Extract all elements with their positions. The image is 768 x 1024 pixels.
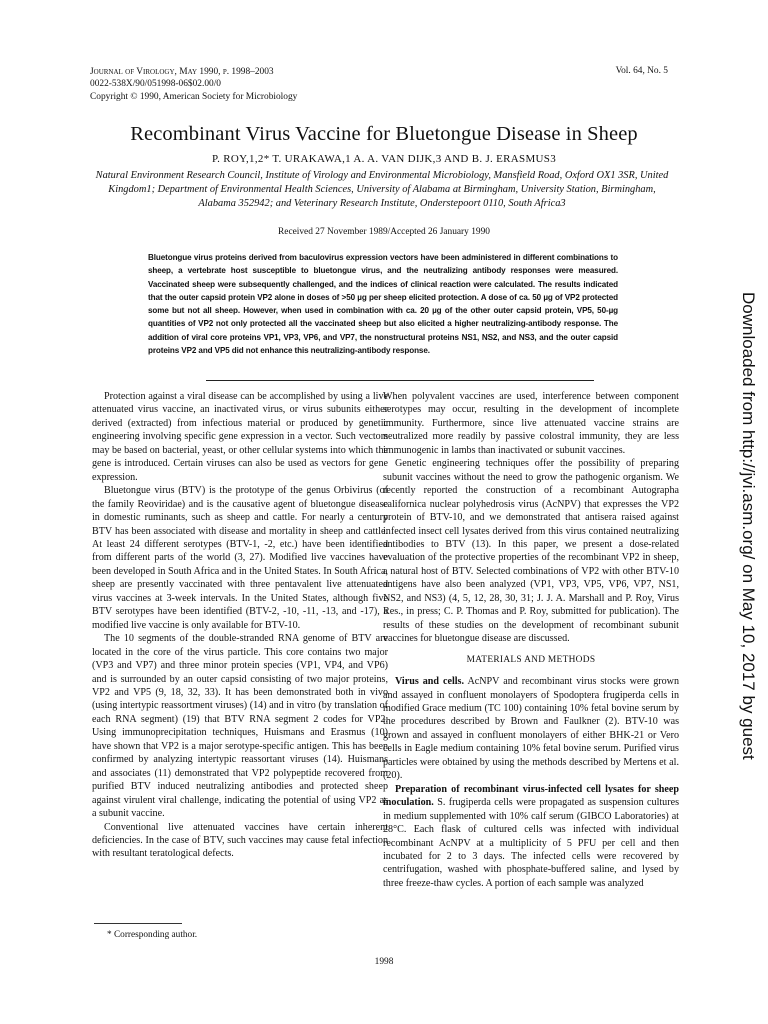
footnote: * Corresponding author. [107,930,198,940]
journal-citation: Journal of Virology, May 1990, p. 1998–2003 [90,67,274,77]
body-paragraph: Genetic engineering techniques offer the possibility of preparing subunit vaccines without the need to grow the pathogenic organism. We recently reported the construction of a recombinant Autographa californica nuclear polyhedrosis virus (AcNPV) that expresses the VP2 protein of BTV-10, and we demonstrated that antisera raised against infected insect cell lysates derived from this virus contained neutralizing antibodies to BTV (13). In this paper, we present a dose-related evaluation of the protective properties of the recombinant VP2 in sheep, a natural host of BTV. Selected combinations of VP2 with other BTV-10 antigens have also been analyzed (VP1, VP3, VP5, VP6, VP7, NS1, NS2, and NS3) (4, 5, 12, 28, 30, 31; J. J. A. Marshall and P. Roy, Virus Res., in press; C. P. Thomas and P. Roy, submitted for publication). The results of these studies on the development of recombinant subunit vaccines for bluetongue disease are discussed. [383,458,679,645]
paragraph-text: AcNPV and recombinant virus stocks were grown and assayed in confluent monolayers of Spodoptera frugiperda cells in modified Grace medium (TC 100) containing 10% fetal bovine serum by the procedures described by Brown and Faulkner (2). BTV-10 was grown and assayed in confluent monolayers of either BHK-21 or Vero cells in Eagle medium containing 10% fetal bovine serum. Purified virus particles were obtained by using the methods described by Mertens et al. (20). [383,676,679,782]
author-list: P. ROY,1,2* T. URAKAWA,1 A. A. VAN DIJK,3 AND B. J. ERASMUS3 [211,153,557,165]
body-paragraph: Protection against a viral disease can be accomplished by using a live attenuated virus vaccine, an inactivated virus, or virus subunits either derived (extracted) from infectious material or produced by genetic engineering involving specific gene expression in a vector. Such vectors may be based on bacterial, yeast, or other cellular systems into which the gene is introduced. Certain viruses can also be used as vectors for gene expression. [92,391,388,483]
body-paragraph: Conventional live attenuated vaccines have certain inherent deficiencies. In the case of BTV, such vaccines may cause fetal infection with resultant teratological defects. [92,821,388,860]
abstract-divider [206,380,594,381]
footnote-divider [94,923,182,924]
article-code: 0022-538X/90/051998-06$02.00/0 [90,79,221,90]
paragraph-heading: Preparation of recombinant virus-infected cell lysates for sheep inoculation. [383,783,679,809]
body-paragraph [383,675,679,783]
section-heading: MATERIALS AND METHODS [466,654,596,665]
affiliations: Natural Environment Research Council, Institute of Virology and Environmental Microbiology, Mansfield Road, Oxford OX1 3SR, United Kingdom1; Department of Environmental Health Sciences, University of Alabama at Birmingham, University Station, Birmingham, Alabama 352942; and Veterinary Research Institute, Onderstepoort 0110, South Africa3 [95,170,669,209]
journal-header [90,66,297,103]
body-paragraph: Bluetongue virus (BTV) is the prototype of the genus Orbivirus (of the family Reoviridae) and is the causative agent of bluetongue disease in domestic ruminants, such as sheep and cattle. For nearly a century BTV has been associated with disease and mortality in sheep and cattle. At least 24 different serotypes (BTV-1, -2, etc.) have been identified from different parts of the world (3, 27). Modified live vaccines have been developed in South Africa and in the United States. In South Africa, sheep are presently vaccinated with three pentavalent live attenuated virus vaccines at 3-week intervals. In the United States, although five BTV serotypes have been identified (BTV-2, -10, -11, -13, and -17), a modified live vaccine is only available for BTV-10. [92,485,389,631]
abstract: Bluetongue virus proteins derived from baculovirus expression vectors have been administered in different combinations to sheep, a vertebrate host susceptible to bluetongue virus, and the neutralizing antibody responses were measured. Vaccinated sheep were subsequently challenged, and the indices of clinical reaction were calculated. The results indicated that the outer capsid protein VP2 alone in doses of >50 µg per sheep elicited protection. A dose of ca. 50 µg of VP2 protected some but not all sheep. However, when used in combination with ca. 20 µg of the other outer capsid protein, VP5, 50-µg quantities of VP2 not only protected all the vaccinated sheep but also elicited a higher neutralizing-antibody response. The addition of viral core proteins VP1, VP3, VP6, and VP7, the nonstructural proteins NS1, NS2, and NS3, and the outer capsid proteins VP2 and VP5 did not enhance this neutralizing-antibody response. [148,253,618,355]
right-column [383,390,679,890]
body-paragraph: The 10 segments of the double-stranded RNA genome of BTV are located in the core of the virus particle. This core contains two major (VP3 and VP7) and three minor protein species (VP1, VP4, and VP6) and is surrounded by an outer capsid consisting of two major proteins, VP2 and VP5 (9, 18, 32, 33). It has been demonstrated both in vivo (using intertypic reassortment viruses) (14) and in vitro (by translation of each RNA segment) (19) that BTV RNA segment 2 codes for VP2. Using immunoprecipitation techniques, Huismans and Erasmus (10) have shown that VP2 is a major serotype-specific antigen. This has been confirmed by analyzing intertypic reassortant viruses (14). Huismans and associates (11) demonstrated that VP2 polypeptide recovered from purified BTV induced neutralizing antibodies and protected sheep against virulent viral challenge, indicating the potential of using VP2 as a subunit vaccine. [92,633,388,820]
article-title: Recombinant Virus Vaccine for Bluetongue Disease in Sheep [130,123,638,145]
paragraph-heading: Virus and cells. [395,676,465,688]
volume-label: Vol. 64, No. 5 [615,66,668,76]
page-number: 1998 [374,957,394,967]
left-column [92,390,388,861]
download-notice: Downloaded from http://jvi.asm.org/ on May 10, 2017 by guest [739,292,758,760]
body-paragraph: When polyvalent vaccines are used, interference between component serotypes may occur, resulting in the development of incomplete immunity. Furthermore, since live attenuated vaccine strains are neutralized more readily by passive colostral immunity, they are less immunogenic in lambs than inactivated or subunit vaccines. [383,391,679,456]
received-dates: Received 27 November 1989/Accepted 26 January 1990 [278,227,490,237]
download-watermark [739,292,758,760]
copyright-line: Copyright © 1990, American Society for Microbiology [90,91,298,102]
body-paragraph [383,783,679,891]
paragraph-text: S. frugiperda cells were propagated as suspension cultures in medium supplemented with 10% calf serum (GIBCO Laboratories) at 28°C. Each flask of cultured cells was infected with individual recombinant AcNPV at a multiplicity of 5 PFU per cell and then incubated for 2 to 3 days. The infected cells were recovered by centrifugation, washed with phosphate-buffered saline, and lysed by three freeze-thaw cycles. A portion of each sample was analyzed [383,797,679,889]
